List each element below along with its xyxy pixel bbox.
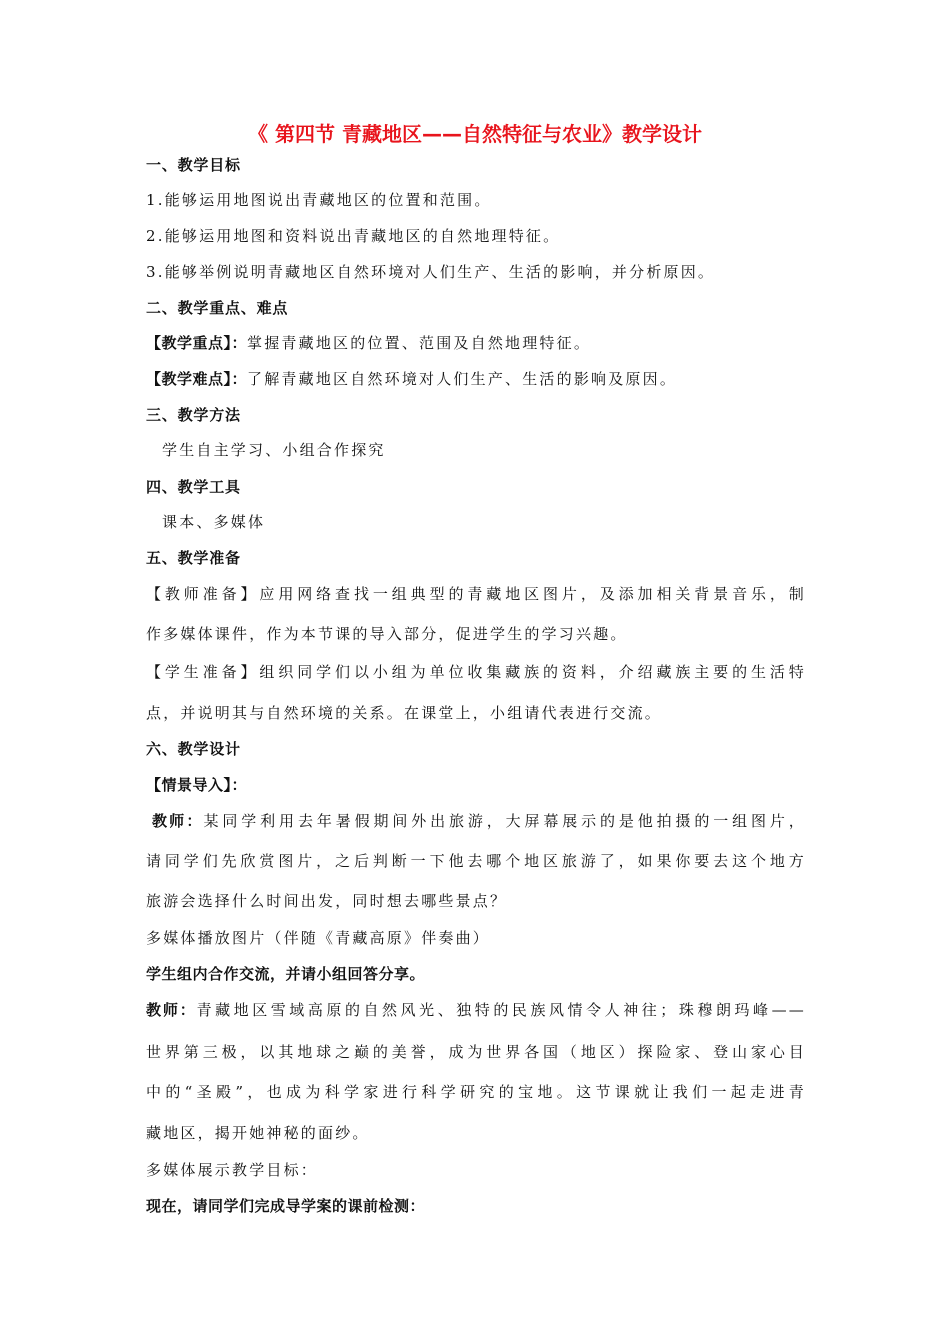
teacher-para-1-line-1 [152, 811, 806, 831]
teacher-para-1-text: 某同学利用去年暑假期间外出旅游，大屏幕展示的是他拍摄的一组图片， [203, 812, 806, 830]
section-heading-objectives: 一、教学目标 [146, 156, 241, 174]
media-note-1: 多媒体播放图片（伴随《青藏高原》伴奏曲） [146, 929, 491, 947]
media-note-2: 多媒体展示教学目标： [146, 1161, 319, 1179]
difficulty-text: 了解青藏地区自然环境对人们生产、生活的影响及原因。 [247, 370, 678, 388]
difficulty-line [146, 369, 806, 389]
section-heading-design: 六、教学设计 [146, 740, 241, 758]
section-heading-tools: 四、教学工具 [146, 478, 241, 496]
difficulty-label: 【教学难点】： [146, 370, 248, 388]
methods-text: 学生自主学习、小组合作探究 [162, 441, 386, 459]
teacher-para-2-text: 青藏地区雪域高原的自然风光、独特的民族风情令人神往；珠穆朗玛峰—— [196, 1001, 806, 1019]
student-activity: 学生组内合作交流，并请小组回答分享。 [146, 965, 426, 983]
teacher-para-1-line-2: 请同学们先欣赏图片，之后判断一下他去哪个地区旅游了，如果你要去这个地方 [146, 852, 806, 870]
objective-item-1: 1.能够运用地图说出青藏地区的位置和范围。 [146, 191, 492, 209]
teacher-para-1-line-3: 旅游会选择什么时间出发，同时想去哪些景点？ [146, 892, 508, 910]
section-heading-key-points: 二、教学重点、难点 [146, 299, 289, 317]
key-point-text: 掌握青藏地区的位置、范围及自然地理特征。 [247, 334, 592, 352]
teacher-para-2-line-2: 世界第三极，以其地球之巅的美誉，成为世界各国（地区）探险家、登山家心目 [146, 1043, 806, 1061]
teacher-prep-line-2: 作多媒体课件，作为本节课的导入部分，促进学生的学习兴趣。 [146, 625, 628, 643]
student-prep-line-1: 【学生准备】组织同学们以小组为单位收集藏族的资料，介绍藏族主要的生活特 [146, 663, 806, 681]
tools-text: 课本、多媒体 [162, 513, 266, 531]
pretest-instruction: 现在，请同学们完成导学案的课前检测： [146, 1197, 426, 1215]
objective-item-2: 2.能够运用地图和资料说出青藏地区的自然地理特征。 [146, 227, 561, 245]
key-point-line [146, 333, 806, 353]
section-heading-methods: 三、教学方法 [146, 406, 241, 424]
objective-item-3: 3.能够举例说明青藏地区自然环境对人们生产、生活的影响，并分析原因。 [146, 263, 716, 281]
intro-label: 【情景导入】： [146, 776, 248, 794]
teacher-label: 教师： [152, 812, 204, 830]
section-heading-preparation: 五、教学准备 [146, 549, 241, 567]
student-prep-line-2: 点，并说明其与自然环境的关系。在课堂上，小组请代表进行交流。 [146, 704, 663, 722]
teacher-label-2: 教师： [146, 1001, 197, 1019]
teacher-para-2-line-3: 中的“圣殿”，也成为科学家进行科学研究的宝地。这节课就让我们一起走进青 [146, 1083, 806, 1101]
document-title: 《 第四节 青藏地区——自然特征与农业》教学设计 [248, 122, 702, 146]
teacher-prep-line-1: 【教师准备】应用网络查找一组典型的青藏地区图片，及添加相关背景音乐，制 [146, 585, 806, 603]
key-point-label: 【教学重点】： [146, 334, 248, 352]
teacher-para-2-line-1 [146, 1000, 806, 1020]
teacher-para-2-line-4: 藏地区，揭开她神秘的面纱。 [146, 1124, 370, 1142]
